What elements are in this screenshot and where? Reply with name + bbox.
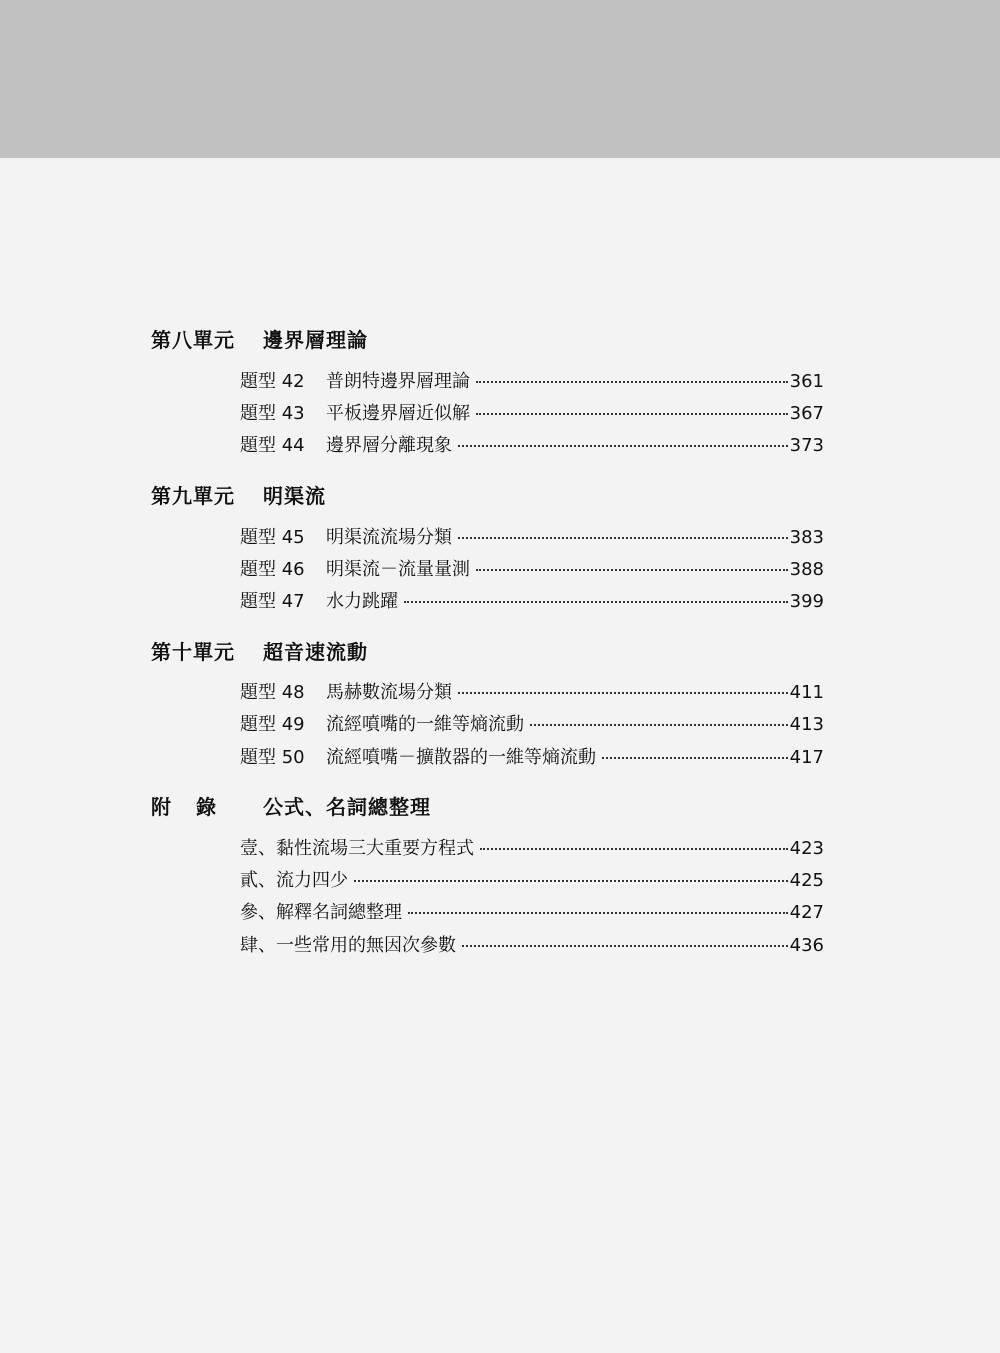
dot-leader (476, 381, 788, 383)
entry-number: 題型 47 (240, 591, 305, 612)
entry-number: 題型 45 (240, 527, 305, 548)
section-header-unit-8[interactable] (151, 323, 368, 353)
dot-leader (476, 413, 788, 415)
entry-title: 水力跳躍 (326, 591, 398, 612)
dot-leader (476, 569, 788, 571)
toc-entry[interactable] (240, 678, 824, 704)
entry-title: 明渠流－流量量測 (326, 559, 470, 580)
page-number: 388 (789, 559, 824, 580)
toc-entry[interactable] (240, 743, 824, 769)
toc-entry[interactable] (240, 866, 824, 892)
entry-title: 平板邊界層近似解 (326, 403, 470, 424)
page-number: 417 (789, 747, 824, 768)
dot-leader (458, 537, 788, 539)
dot-leader (480, 848, 788, 850)
entry-number: 題型 44 (240, 435, 305, 456)
toc-entry[interactable] (240, 587, 824, 613)
section-title: 公式、名詞總整理 (263, 794, 431, 819)
dot-leader (408, 912, 788, 914)
section-title: 明渠流 (263, 483, 326, 508)
entry-number: 題型 46 (240, 559, 305, 580)
entry-title: 明渠流流場分類 (326, 527, 452, 548)
entry-title: 普朗特邊界層理論 (326, 371, 470, 392)
entry-number: 題型 48 (240, 682, 305, 703)
page-number: 411 (789, 682, 824, 703)
unit-label: 第八單元 (151, 327, 235, 352)
unit-label: 第九單元 (151, 483, 235, 508)
page-number: 383 (789, 527, 824, 548)
page-number: 436 (789, 935, 824, 956)
entry-title: 流經噴嘴－擴散器的一維等熵流動 (326, 747, 596, 768)
toc-entry[interactable] (240, 431, 824, 457)
section-header-unit-10[interactable] (151, 635, 368, 665)
page-number: 367 (789, 403, 824, 424)
page-number: 399 (789, 591, 824, 612)
entry-title: 壹、黏性流場三大重要方程式 (240, 838, 474, 859)
entry-title: 邊界層分離現象 (326, 435, 452, 456)
dot-leader (462, 945, 788, 947)
entry-title: 馬赫數流場分類 (326, 682, 452, 703)
toc-entry[interactable] (240, 898, 824, 924)
entry-title: 參、解釋名詞總整理 (240, 902, 402, 923)
header-band (0, 0, 1000, 158)
unit-label: 第十單元 (151, 639, 235, 664)
section-header-unit-9[interactable] (151, 479, 326, 509)
section-header-appendix[interactable] (151, 790, 431, 820)
toc-entry[interactable] (240, 710, 824, 736)
section-title: 超音速流動 (263, 639, 368, 664)
entry-title: 肆、一些常用的無因次參數 (240, 935, 456, 956)
page-number: 361 (789, 371, 824, 392)
toc-entry[interactable] (240, 367, 824, 393)
dot-leader (458, 692, 788, 694)
dot-leader (530, 724, 788, 726)
entry-number: 題型 42 (240, 371, 305, 392)
entry-number: 題型 43 (240, 403, 305, 424)
toc-entry[interactable] (240, 523, 824, 549)
toc-entry[interactable] (240, 931, 824, 957)
entry-number: 題型 50 (240, 747, 305, 768)
entry-title: 貳、流力四少 (240, 870, 348, 891)
dot-leader (602, 757, 788, 759)
page-number: 423 (789, 838, 824, 859)
unit-label (151, 791, 263, 820)
toc-entry[interactable] (240, 399, 824, 425)
toc-entry[interactable] (240, 555, 824, 581)
entry-number: 題型 49 (240, 714, 305, 735)
page-number: 427 (789, 902, 824, 923)
unit-label-part: 附 (151, 794, 172, 819)
section-title: 邊界層理論 (263, 327, 368, 352)
dot-leader (404, 601, 788, 603)
entry-title: 流經噴嘴的一維等熵流動 (326, 714, 524, 735)
toc-entry[interactable] (240, 834, 824, 860)
dot-leader (354, 880, 788, 882)
page-number: 425 (789, 870, 824, 891)
page-number: 413 (789, 714, 824, 735)
dot-leader (458, 445, 788, 447)
page-number: 373 (789, 435, 824, 456)
unit-label-part: 錄 (196, 794, 217, 819)
